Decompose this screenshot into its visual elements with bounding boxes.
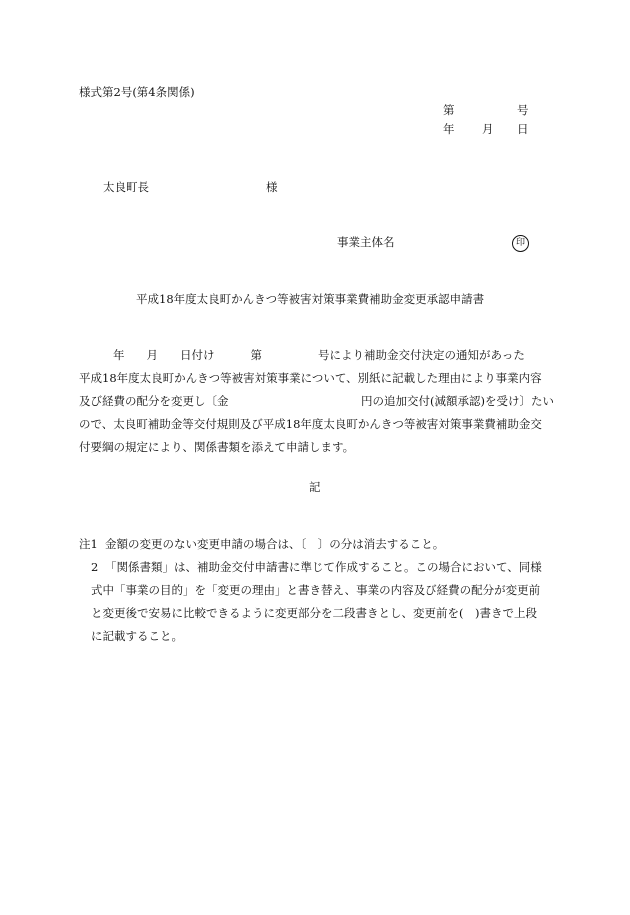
note-2-line-3 — [79, 602, 559, 625]
ki-marker: 記 — [309, 480, 321, 494]
body-line1-rest: 号により補助金交付決定の通知があった — [318, 348, 525, 362]
note2-line4: に記載すること。 — [91, 629, 183, 643]
body-line-5 — [79, 436, 554, 459]
seal-icon: 印 — [512, 235, 529, 252]
note1-label: 注1 — [79, 537, 98, 551]
note2-line3: と変更後で安易に比較できるように変更部分を二段書きとし、変更前を( )書きで上段 — [91, 606, 537, 620]
date-year: 年 — [443, 122, 455, 136]
addressee-honorific: 様 — [266, 180, 278, 194]
body-paragraph — [79, 344, 554, 459]
date-day: 日 — [517, 122, 529, 136]
body-line-1 — [79, 344, 554, 367]
body-dated: 日付け — [180, 348, 215, 362]
body-line2-text: 平成18年度太良町かんきつ等被害対策事業について、別紙に記載した理由により事業内容 — [79, 371, 542, 385]
body-line3-left: 及び経費の配分を変更し〔金 — [79, 394, 229, 408]
note2-label: 2 — [91, 560, 99, 574]
date-month: 月 — [482, 122, 494, 136]
applicant-label: 事業主体名 — [337, 235, 395, 249]
note-2-line-2 — [79, 579, 559, 602]
form-label: 様式第2号(第4条関係) — [79, 85, 195, 99]
body-line-3 — [79, 390, 554, 413]
document-title: 平成18年度太良町かんきつ等被害対策事業費補助金変更承認申請書 — [136, 292, 485, 306]
note-1 — [79, 533, 559, 556]
seal-mark — [512, 235, 529, 252]
note-2-line-1 — [79, 556, 559, 579]
body-line4-text: ので、太良町補助金等交付規則及び平成18年度太良町かんきつ等被害対策事業費補助金交 — [79, 417, 542, 431]
note2-line2: 式中「事業の目的」を「変更の理由」と書き替え、事業の内容及び経費の配分が変更前 — [91, 583, 541, 597]
note2-line1: 「関係書類」は、補助金交付申請書に準じて作成すること。この場合において、同様 — [105, 560, 542, 574]
body-line-4 — [79, 413, 554, 436]
body-year: 年 — [113, 348, 125, 362]
body-line3-right: 円の追加交付(減額承認)を受け〕たい — [361, 394, 554, 408]
addressee-name: 太良町長 — [103, 180, 149, 194]
body-line5-text: 付要綱の規定により、関係書類を添えて申請します。 — [79, 440, 355, 454]
note-2-line-4 — [79, 625, 559, 648]
doc-number-prefix: 第 — [443, 103, 455, 117]
body-line-2 — [79, 367, 554, 390]
notes-section — [79, 533, 559, 648]
body-month: 月 — [146, 348, 158, 362]
body-no-prefix: 第 — [250, 348, 262, 362]
note1-text: 金額の変更のない変更申請の場合は、〔 〕の分は消去すること。 — [105, 537, 445, 551]
doc-number-suffix: 号 — [517, 103, 529, 117]
